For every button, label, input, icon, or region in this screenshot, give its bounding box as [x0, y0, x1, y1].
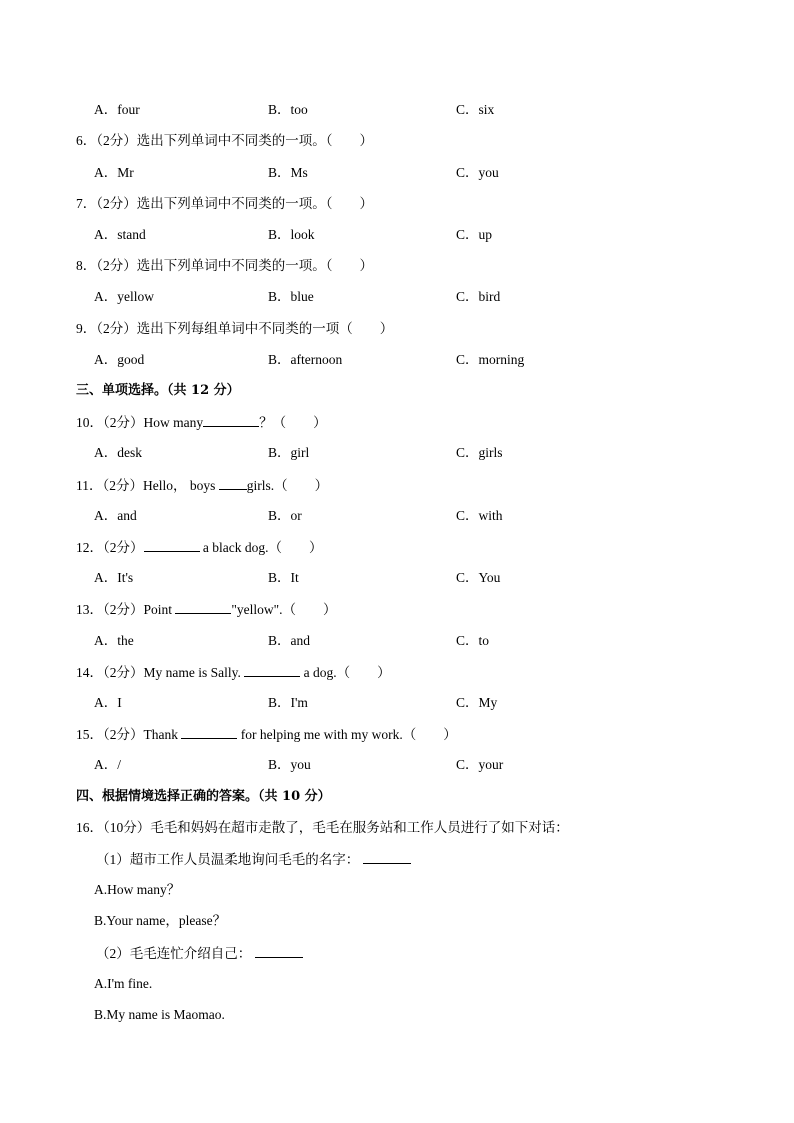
answer-blank[interactable]	[181, 724, 237, 739]
option-a[interactable]: A．I	[94, 695, 122, 710]
q16-sub1-option-a[interactable]: A.How many？	[94, 882, 181, 897]
option-b[interactable]: B．look	[268, 227, 315, 242]
q14-options	[94, 693, 714, 713]
stem-text: ？（ ）	[259, 415, 327, 430]
prompt-text: （2）毛毛连忙介绍自己：	[96, 946, 252, 961]
option-c[interactable]: C．six	[456, 102, 495, 117]
option-b[interactable]: B．and	[268, 633, 310, 648]
q9-options	[94, 350, 714, 370]
q16-sub2-option-a[interactable]: A.I'm fine.	[94, 976, 153, 991]
answer-blank[interactable]	[255, 943, 303, 958]
section-3-title: 三、单项选择。（共 12 分）	[76, 383, 240, 398]
q16-stem: 16．（10分）毛毛和妈妈在超市走散了，毛毛在服务站和工作人员进行了如下对话：	[76, 820, 569, 835]
option-b[interactable]: B．too	[268, 102, 308, 117]
answer-blank[interactable]	[175, 599, 231, 614]
option-c[interactable]: C．your	[456, 757, 504, 772]
q10-options	[94, 443, 714, 463]
q7-options	[94, 225, 714, 245]
option-a[interactable]: A．four	[94, 102, 140, 117]
q7-stem: 7．（2分）选出下列单词中不同类的一项。（ ）	[76, 196, 373, 211]
option-a[interactable]: A．desk	[94, 445, 142, 460]
q11-options	[94, 506, 714, 526]
answer-blank[interactable]	[363, 849, 411, 864]
q6-options	[94, 163, 714, 183]
stem-text: 10．（2分）How many	[76, 415, 204, 430]
q15-stem	[76, 724, 457, 744]
option-a[interactable]: A．and	[94, 508, 137, 523]
option-a[interactable]: A．the	[94, 633, 134, 648]
option-c[interactable]: C．My	[456, 695, 498, 710]
option-c[interactable]: C．to	[456, 633, 490, 648]
answer-blank[interactable]	[203, 412, 259, 427]
option-b[interactable]: B．afternoon	[268, 352, 343, 367]
stem-text: a dog.（ ）	[300, 665, 391, 680]
option-a[interactable]: A．It's	[94, 570, 134, 585]
option-a[interactable]: A．stand	[94, 227, 146, 242]
q11-stem	[76, 475, 328, 495]
option-c[interactable]: C．bird	[456, 289, 501, 304]
option-b[interactable]: B．you	[268, 757, 311, 772]
answer-blank[interactable]	[144, 537, 200, 552]
stem-text: 14．（2分）My name is Sally.	[76, 665, 245, 680]
option-a[interactable]: A．yellow	[94, 289, 154, 304]
option-c[interactable]: C．you	[456, 165, 499, 180]
q16-sub2-option-b[interactable]: B.My name is Maomao.	[94, 1007, 225, 1022]
option-c[interactable]: C．with	[456, 508, 503, 523]
q14-stem	[76, 662, 391, 682]
option-b[interactable]: B．It	[268, 570, 299, 585]
option-c[interactable]: C．girls	[456, 445, 503, 460]
stem-text: "yellow".（ ）	[231, 602, 337, 617]
stem-text: for helping me with my work.（ ）	[237, 727, 457, 742]
q16-sub1-option-b[interactable]: B.Your name，please？	[94, 913, 227, 928]
q8-stem: 8．（2分）选出下列单词中不同类的一项。（ ）	[76, 258, 373, 273]
option-c[interactable]: C．morning	[456, 352, 525, 367]
option-c[interactable]: C．You	[456, 570, 501, 585]
q16-sub2-prompt	[96, 943, 303, 963]
option-b[interactable]: B．I'm	[268, 695, 308, 710]
q8-options	[94, 287, 714, 307]
q13-options	[94, 631, 714, 651]
option-a[interactable]: A．/	[94, 757, 121, 772]
option-b[interactable]: B．blue	[268, 289, 314, 304]
option-b[interactable]: B．girl	[268, 445, 310, 460]
stem-text: 11．（2分）Hello， boys	[76, 478, 219, 493]
stem-text: a black dog.（ ）	[199, 540, 323, 555]
answer-blank[interactable]	[244, 662, 300, 677]
answer-blank[interactable]	[219, 475, 247, 490]
q5-options	[94, 100, 714, 120]
section-4-title: 四、根据情境选择正确的答案。（共 10 分）	[76, 789, 331, 804]
stem-text: 12．（2分）	[76, 540, 144, 555]
stem-text: 15．（2分）Thank	[76, 727, 182, 742]
q9-stem: 9．（2分）选出下列每组单词中不同类的一项（ ）	[76, 321, 394, 336]
q12-options	[94, 568, 714, 588]
q6-stem: 6．（2分）选出下列单词中不同类的一项。（ ）	[76, 133, 373, 148]
option-b[interactable]: B．Ms	[268, 165, 308, 180]
q13-stem	[76, 599, 337, 619]
stem-text: 13．（2分）Point	[76, 602, 176, 617]
prompt-text: （1）超市工作人员温柔地询问毛毛的名字：	[96, 852, 360, 867]
q12-stem	[76, 537, 322, 557]
option-a[interactable]: A．good	[94, 352, 145, 367]
stem-text: girls.（ ）	[246, 478, 329, 493]
option-c[interactable]: C．up	[456, 227, 493, 242]
q15-options	[94, 755, 714, 775]
option-b[interactable]: B．or	[268, 508, 302, 523]
q10-stem	[76, 412, 327, 432]
q16-sub1-prompt	[96, 849, 411, 869]
option-a[interactable]: A．Mr	[94, 165, 134, 180]
